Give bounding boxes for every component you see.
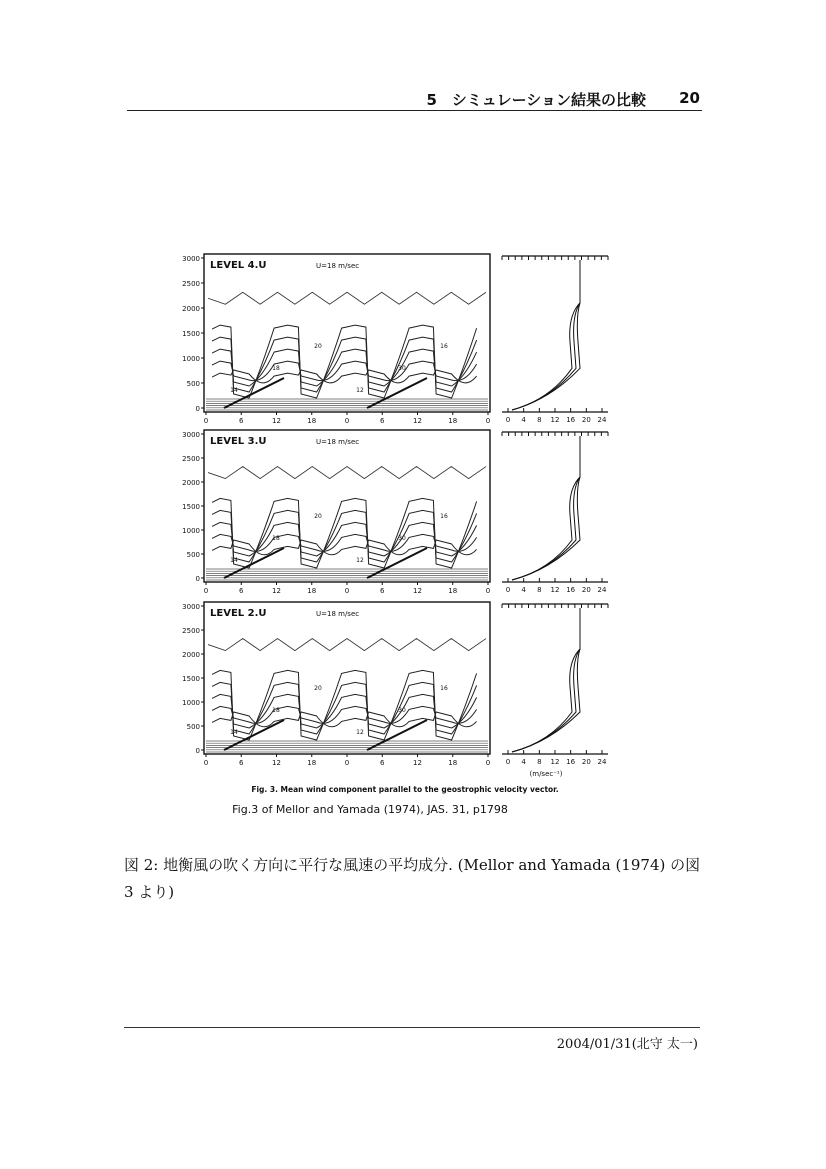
x-tick-label: 18 — [448, 759, 458, 767]
y-tick-label: 1500 — [182, 503, 200, 511]
profile-x-tick-label: 12 — [550, 416, 560, 424]
contour-label: 30 — [398, 365, 406, 372]
x-tick-label: 6 — [239, 417, 244, 425]
panel-label: LEVEL 4.U — [210, 260, 267, 271]
profile-x-tick-label: 8 — [537, 586, 542, 594]
profile-x-tick-label: 20 — [581, 758, 591, 766]
contour-label: 30 — [398, 535, 406, 542]
x-tick-label: 6 — [239, 587, 244, 595]
y-tick-label: 0 — [195, 575, 200, 583]
x-tick-label: 6 — [239, 759, 244, 767]
profile-x-tick-label: 12 — [550, 758, 560, 766]
page-number: 20 — [679, 89, 700, 107]
y-tick-label: 1500 — [182, 675, 200, 683]
profile-x-tick-label: 4 — [521, 758, 526, 766]
y-tick-label: 2000 — [182, 479, 200, 487]
profile-x-tick-label: 4 — [521, 586, 526, 594]
contour-label: 16 — [440, 513, 448, 520]
source-line: Fig.3 of Mellor and Yamada (1974), JAS. 31, p1798 — [232, 803, 508, 816]
panel-wind-label: U=18 m/sec — [316, 262, 360, 270]
footer-date-author: 2004/01/31(北守 太一) — [556, 1037, 698, 1052]
x-tick-label: 12 — [272, 417, 281, 425]
y-tick-label: 0 — [195, 747, 200, 755]
profile-curve — [512, 436, 580, 580]
x-tick-label: 18 — [448, 417, 458, 425]
x-tick-label: 0 — [485, 759, 491, 767]
x-tick-label: 12 — [413, 759, 422, 767]
contour-upper-wave — [208, 292, 486, 304]
panel-label: LEVEL 3.U — [210, 436, 267, 447]
y-tick-label: 2500 — [182, 280, 200, 288]
profile-x-tick-label: 0 — [505, 586, 511, 594]
x-tick-label: 0 — [344, 759, 350, 767]
contour-upper-wave — [208, 639, 486, 651]
panel-label: LEVEL 2.U — [210, 608, 267, 619]
y-tick-label: 500 — [186, 551, 200, 559]
x-tick-label: 12 — [413, 417, 422, 425]
profile-curve — [512, 260, 580, 410]
y-tick-label: 2500 — [182, 627, 200, 635]
y-tick-label: 2500 — [182, 455, 200, 463]
figure-svg — [180, 244, 630, 824]
y-tick-label: 3000 — [182, 255, 200, 263]
contour-label: 20 — [314, 513, 322, 520]
contour-label: 12 — [356, 387, 364, 394]
y-tick-label: 500 — [186, 380, 200, 388]
y-tick-label: 500 — [186, 723, 200, 731]
x-tick-label: 0 — [485, 587, 491, 595]
y-tick-label: 1000 — [182, 355, 200, 363]
contour-panel — [204, 254, 490, 412]
y-tick-label: 3000 — [182, 603, 200, 611]
x-tick-label: 18 — [307, 587, 317, 595]
contour-label: 14 — [230, 729, 238, 736]
contour-label: 12 — [356, 729, 364, 736]
profile-x-tick-label: 24 — [597, 586, 607, 594]
profile-x-tick-label: 16 — [566, 586, 576, 594]
footer-rule — [124, 1027, 700, 1028]
x-tick-label: 0 — [203, 587, 209, 595]
x-tick-label: 12 — [413, 587, 422, 595]
profile-x-tick-label: 24 — [597, 416, 607, 424]
y-tick-label: 2000 — [182, 651, 200, 659]
x-tick-label: 0 — [344, 417, 350, 425]
contour-label: 18 — [272, 707, 280, 714]
x-tick-label: 6 — [380, 759, 385, 767]
x-tick-label: 0 — [203, 759, 209, 767]
y-tick-label: 0 — [195, 405, 200, 413]
profile-x-tick-label: 16 — [566, 416, 576, 424]
contour-label: 20 — [314, 685, 322, 692]
figure — [180, 244, 630, 824]
profile-x-tick-label: 4 — [521, 416, 526, 424]
profile-x-tick-label: 0 — [505, 416, 511, 424]
profile-unit-label: (m/sec⁻¹) — [529, 770, 563, 778]
contour-label: 20 — [314, 343, 322, 350]
x-tick-label: 0 — [203, 417, 209, 425]
original-caption: Fig. 3. Mean wind component parallel to the geostrophic velocity vector. — [251, 785, 559, 794]
profile-x-tick-label: 20 — [581, 416, 591, 424]
profile-x-tick-label: 8 — [537, 758, 542, 766]
contour-label: 16 — [440, 343, 448, 350]
contour-line — [212, 361, 477, 381]
contour-label: 18 — [272, 535, 280, 542]
x-tick-label: 18 — [307, 417, 317, 425]
profile-curve — [512, 608, 580, 752]
contour-label: 18 — [272, 365, 280, 372]
figure-caption: 図 2: 地衡風の吹く方向に平行な風速の平均成分. (Mellor and Yamada (1974) の図 3 より) — [124, 856, 701, 901]
x-tick-label: 0 — [485, 417, 491, 425]
profile-x-tick-label: 12 — [550, 586, 560, 594]
profile-x-tick-label: 0 — [505, 758, 511, 766]
x-tick-label: 18 — [307, 759, 317, 767]
x-tick-label: 12 — [272, 759, 281, 767]
y-tick-label: 3000 — [182, 431, 200, 439]
y-tick-label: 1000 — [182, 527, 200, 535]
contour-label: 14 — [230, 557, 238, 564]
contour-label: 12 — [356, 557, 364, 564]
contour-label: 30 — [398, 707, 406, 714]
contour-label: 16 — [440, 685, 448, 692]
profile-x-tick-label: 24 — [597, 758, 607, 766]
x-tick-label: 6 — [380, 587, 385, 595]
panel-wind-label: U=18 m/sec — [316, 610, 360, 618]
x-tick-label: 18 — [448, 587, 458, 595]
y-tick-label: 1500 — [182, 330, 200, 338]
profile-x-tick-label: 20 — [581, 586, 591, 594]
x-tick-label: 12 — [272, 587, 281, 595]
contour-label: 14 — [230, 387, 238, 394]
contour-upper-wave — [208, 467, 486, 479]
x-tick-label: 0 — [344, 587, 350, 595]
x-tick-label: 6 — [380, 417, 385, 425]
panel-wind-label: U=18 m/sec — [316, 438, 360, 446]
y-tick-label: 1000 — [182, 699, 200, 707]
y-tick-label: 2000 — [182, 305, 200, 313]
contour-panel — [204, 602, 490, 754]
contour-panel — [204, 430, 490, 582]
section-title: 5 シミュレーション結果の比較 — [426, 91, 646, 109]
profile-x-tick-label: 8 — [537, 416, 542, 424]
page-header — [127, 88, 702, 111]
profile-x-tick-label: 16 — [566, 758, 576, 766]
